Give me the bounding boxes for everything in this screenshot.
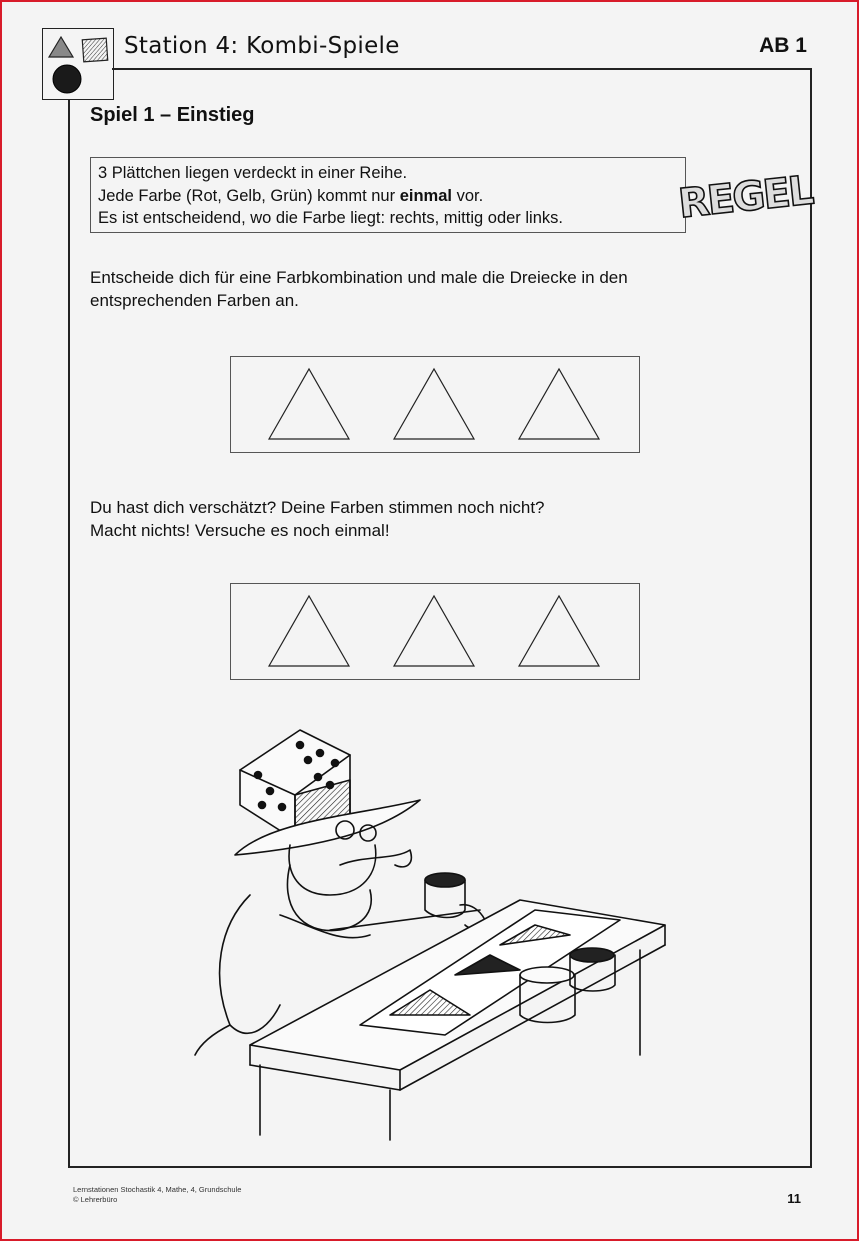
page-title: Station 4: Kombi-Spiele (124, 33, 400, 59)
triangle-middle[interactable] (394, 596, 474, 666)
triangle-right[interactable] (519, 369, 599, 439)
instruction-line-1: Entscheide dich für eine Farbkombination und male die Dreiecke in den (90, 268, 628, 287)
rule-line-2 (98, 185, 685, 208)
footer-source-line-1: Lernstationen Stochastik 4, Mathe, 4, Grundschule (73, 1185, 242, 1194)
retry-text (90, 496, 730, 542)
shapes-logo-icon (42, 28, 114, 100)
rule-box (90, 157, 686, 233)
rule-line-3: Es ist entscheidend, wo die Farbe liegt: rechts, mittig oder links. (98, 209, 563, 227)
page-number: 11 (787, 1191, 801, 1206)
retry-line-2: Macht nichts! Versuche es noch einmal! (90, 521, 390, 540)
rule-line-2-end: vor. (451, 186, 484, 205)
instruction-text (90, 266, 730, 312)
painter-illustration (190, 725, 690, 1145)
regel-badge-text: REGEL (676, 167, 815, 228)
regel-badge-icon (672, 164, 815, 228)
triangle-row-2 (230, 583, 640, 680)
triangle-left[interactable] (269, 369, 349, 439)
retry-line-1: Du hast dich verschätzt? Deine Farben stimmen noch nicht? (90, 498, 545, 517)
section-title: Spiel 1 – Einstieg (90, 104, 255, 126)
rule-line-1: 3 Plättchen liegen verdeckt in einer Reihe. (98, 164, 408, 182)
header-divider (112, 68, 808, 70)
triangle-right[interactable] (519, 596, 599, 666)
rule-line-2-text: Jede Farbe (Rot, Gelb, Grün) kommt nur (98, 186, 400, 205)
triangle-row-1 (230, 356, 640, 453)
instruction-line-2: entsprechenden Farben an. (90, 291, 299, 310)
triangle-middle[interactable] (394, 369, 474, 439)
footer-source-line-2: © Lehrerbüro (73, 1195, 118, 1204)
footer-source (73, 1185, 241, 1205)
rule-line-2-emphasis: einmal (399, 186, 452, 205)
worksheet-label: AB 1 (759, 34, 807, 57)
triangle-left[interactable] (269, 596, 349, 666)
